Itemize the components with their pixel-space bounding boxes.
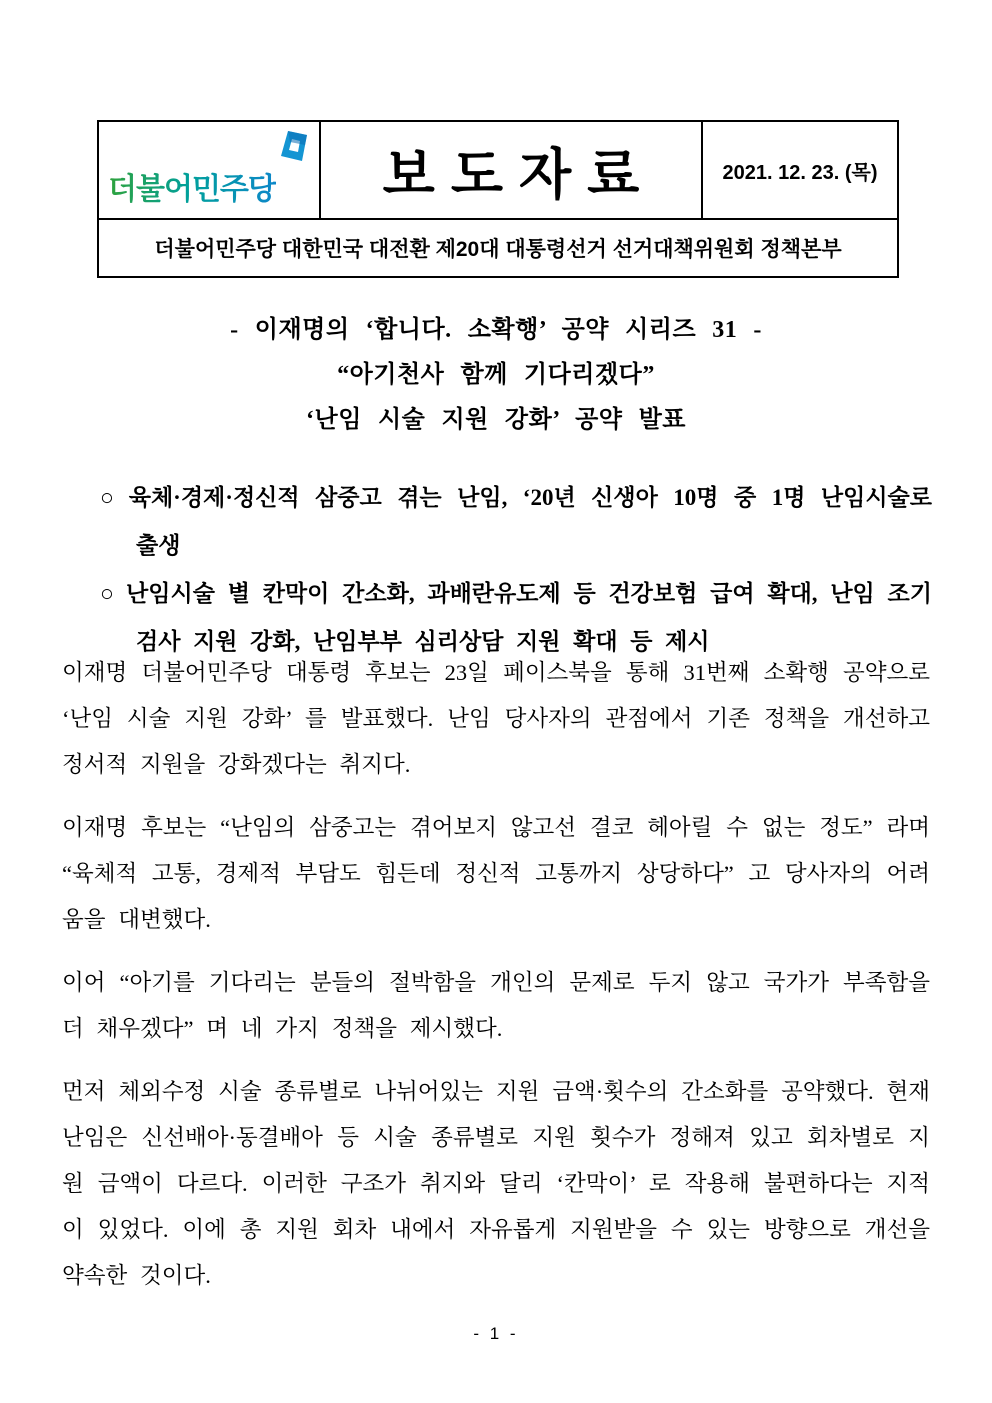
date-label: 2021. 12. 23. (목) (702, 121, 898, 219)
headline-section (0, 308, 992, 443)
body-paragraph: 이어 “아기를 기다리는 분들의 절박함을 개인의 문제로 두지 않고 국가가 부족함을 더 채우겠다” 며 네 가지 정책을 제시했다. (62, 970, 930, 1041)
subtitle-bar: 더불어민주당 대한민국 대전환 제20대 대통령선거 선거대책위원회 정책본부 (98, 219, 898, 277)
circle-bullet-icon: ○ (100, 485, 117, 510)
headline-line-series: - 이재명의 ‘합니다. 소확행’ 공약 시리즈 31 - (230, 317, 762, 343)
circle-bullet-icon: ○ (100, 581, 115, 606)
summary-bullets (100, 474, 932, 666)
masthead-cell (320, 121, 702, 219)
party-logo (99, 122, 319, 218)
page-number: - 1 - (473, 1324, 519, 1343)
party-logo-symbol-icon (281, 131, 307, 161)
bullet-text: 육체·경제·정신적 삼중고 겪는 난임, ‘20년 신생아 10명 중 1명 난임시술로 출생 (128, 485, 932, 558)
body-paragraph: 이재명 더불어민주당 대통령 후보는 23일 페이스북을 통해 31번째 소확행 공약으로 ‘난임 시술 지원 강화’ 를 발표했다. 난임 당사자의 관점에서 기존 정책을 개선하고 정서적 지원을 강화겠다는 취지다. (62, 660, 930, 777)
logo-cell (98, 121, 320, 219)
body-paragraph: 먼저 체외수정 시술 종류별로 나뉘어있는 지원 금액·횟수의 간소화를 공약했다. 현재 난임은 신선배아·동결배아 등 시술 종류별로 지원 횟수가 정해져 있고 회차별로 지원 금액이 다르다. 이러한 구조가 취지와 달리 ‘칸막이’ 로 작용해 불편하다는 지적이 있었다. 이에 총 지원 회차 내에서 자유롭게 지원받을 수 있는 방향으로 개선을 약속한 것이다. (62, 1079, 930, 1288)
headline-line-policy: ‘난임 시술 지원 강화’ 공약 발표 (306, 407, 686, 433)
press-release-masthead: 보도자료 (382, 143, 656, 206)
body-paragraph: 이재명 후보는 “난임의 삼중고는 겪어보지 않고선 결코 헤아릴 수 없는 정도” 라며 “육체적 고통, 경제적 부담도 힘든데 정신적 고통까지 상당하다” 고 당사자의 어려움을 대변했다. (62, 815, 930, 932)
bullet-item (100, 474, 932, 570)
headline-line-slogan: “아기천사 함께 기다리겠다” (337, 362, 655, 388)
bullet-text: 난임시술 별 칸막이 간소화, 과배란유도제 등 건강보험 급여 확대, 난임 조기검사 지원 강화, 난임부부 심리상담 지원 확대 등 제시 (126, 581, 932, 654)
party-logo-text: 더불어민주당 (108, 164, 276, 208)
body-section (62, 650, 930, 1316)
header-table (97, 120, 899, 278)
